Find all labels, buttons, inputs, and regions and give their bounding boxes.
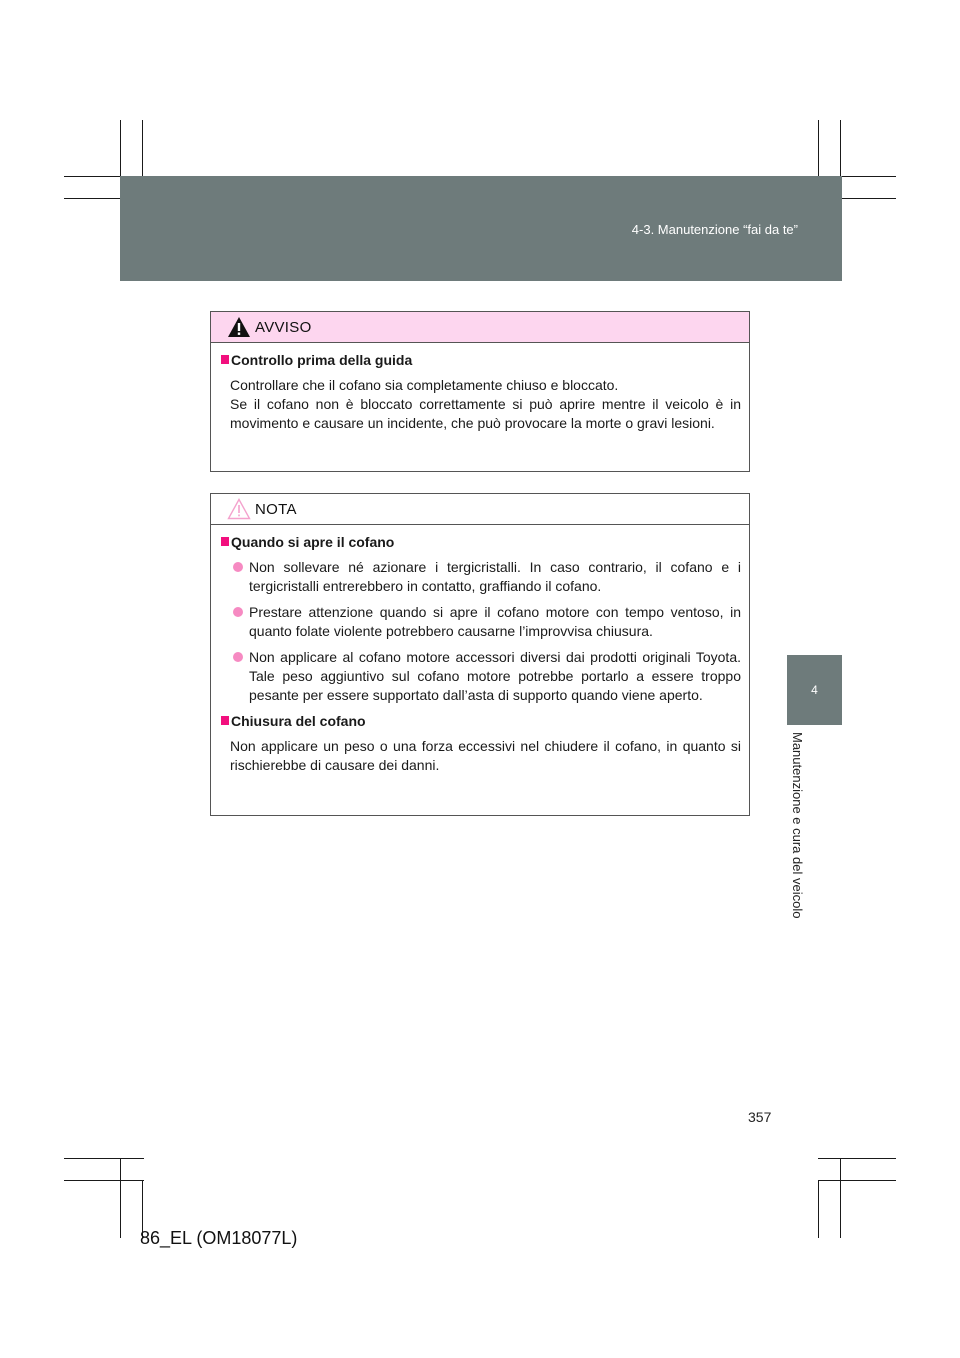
list-item: Prestare attenzione quando si apre il cofano motore con tempo ventoso, in quanto folate violente potrebbero causarne l’improvvisa chiusura. bbox=[219, 603, 741, 641]
crop-mark bbox=[818, 1180, 896, 1181]
warning-box bbox=[210, 311, 750, 472]
note-header bbox=[211, 494, 749, 525]
note-box bbox=[210, 493, 750, 816]
list-item: Non sollevare né azionare i tergicristalli. In caso contrario, il cofano e i tergicristalli entrerebbero in contatto, graffiando il cofano. bbox=[219, 558, 741, 596]
page-number: 357 bbox=[748, 1109, 772, 1125]
warning-paragraph: Controllare che il cofano sia completamente chiuso e bloccato. bbox=[230, 377, 619, 393]
warning-paragraph: Se il cofano non è bloccato correttamente si può aprire mentre il veicolo è in movimento e causare un incidente, che può provocare la morte o gravi lesioni. bbox=[230, 396, 741, 431]
section-title: 4-3. Manutenzione “fai da te” bbox=[631, 222, 798, 237]
round-bullet-icon bbox=[233, 607, 243, 617]
crop-mark bbox=[64, 1158, 144, 1159]
square-bullet-icon bbox=[221, 355, 229, 364]
note-heading-close: Chiusura del cofano bbox=[219, 712, 741, 731]
crop-mark bbox=[120, 1158, 121, 1238]
note-paragraph: Non applicare un peso o una forza eccessivi nel chiudere il cofano, in quanto si rischierebbe di causare dei danni. bbox=[230, 738, 741, 773]
crop-mark bbox=[818, 1158, 896, 1159]
note-heading-open: Quando si apre il cofano bbox=[219, 533, 741, 552]
header-band bbox=[120, 176, 842, 281]
crop-mark bbox=[64, 1180, 144, 1181]
square-bullet-icon bbox=[221, 537, 229, 546]
round-bullet-icon bbox=[233, 652, 243, 662]
document-code: 86_EL (OM18077L) bbox=[140, 1228, 298, 1248]
round-bullet-icon bbox=[233, 562, 243, 572]
chapter-tab bbox=[787, 655, 842, 725]
chapter-label: Manutenzione e cura del veicolo bbox=[790, 732, 805, 919]
list-item: Non applicare al cofano motore accessori diversi dai prodotti originali Toyota. Tale peso aggiuntivo sul cofano motore potrebbe portarlo a essere troppo pesante per essere supportato dall’asta di supporto quando viene aperto. bbox=[219, 648, 741, 705]
warning-heading: Controllo prima della guida bbox=[219, 351, 741, 370]
chapter-number: 4 bbox=[811, 683, 818, 697]
warning-header bbox=[211, 312, 749, 343]
note-label: NOTA bbox=[255, 501, 297, 518]
square-bullet-icon bbox=[221, 716, 229, 725]
crop-mark bbox=[840, 1158, 841, 1238]
caution-outline-icon bbox=[227, 498, 251, 520]
warning-icon bbox=[227, 316, 251, 338]
crop-mark bbox=[818, 1180, 819, 1238]
warning-label: AVVISO bbox=[255, 319, 312, 336]
